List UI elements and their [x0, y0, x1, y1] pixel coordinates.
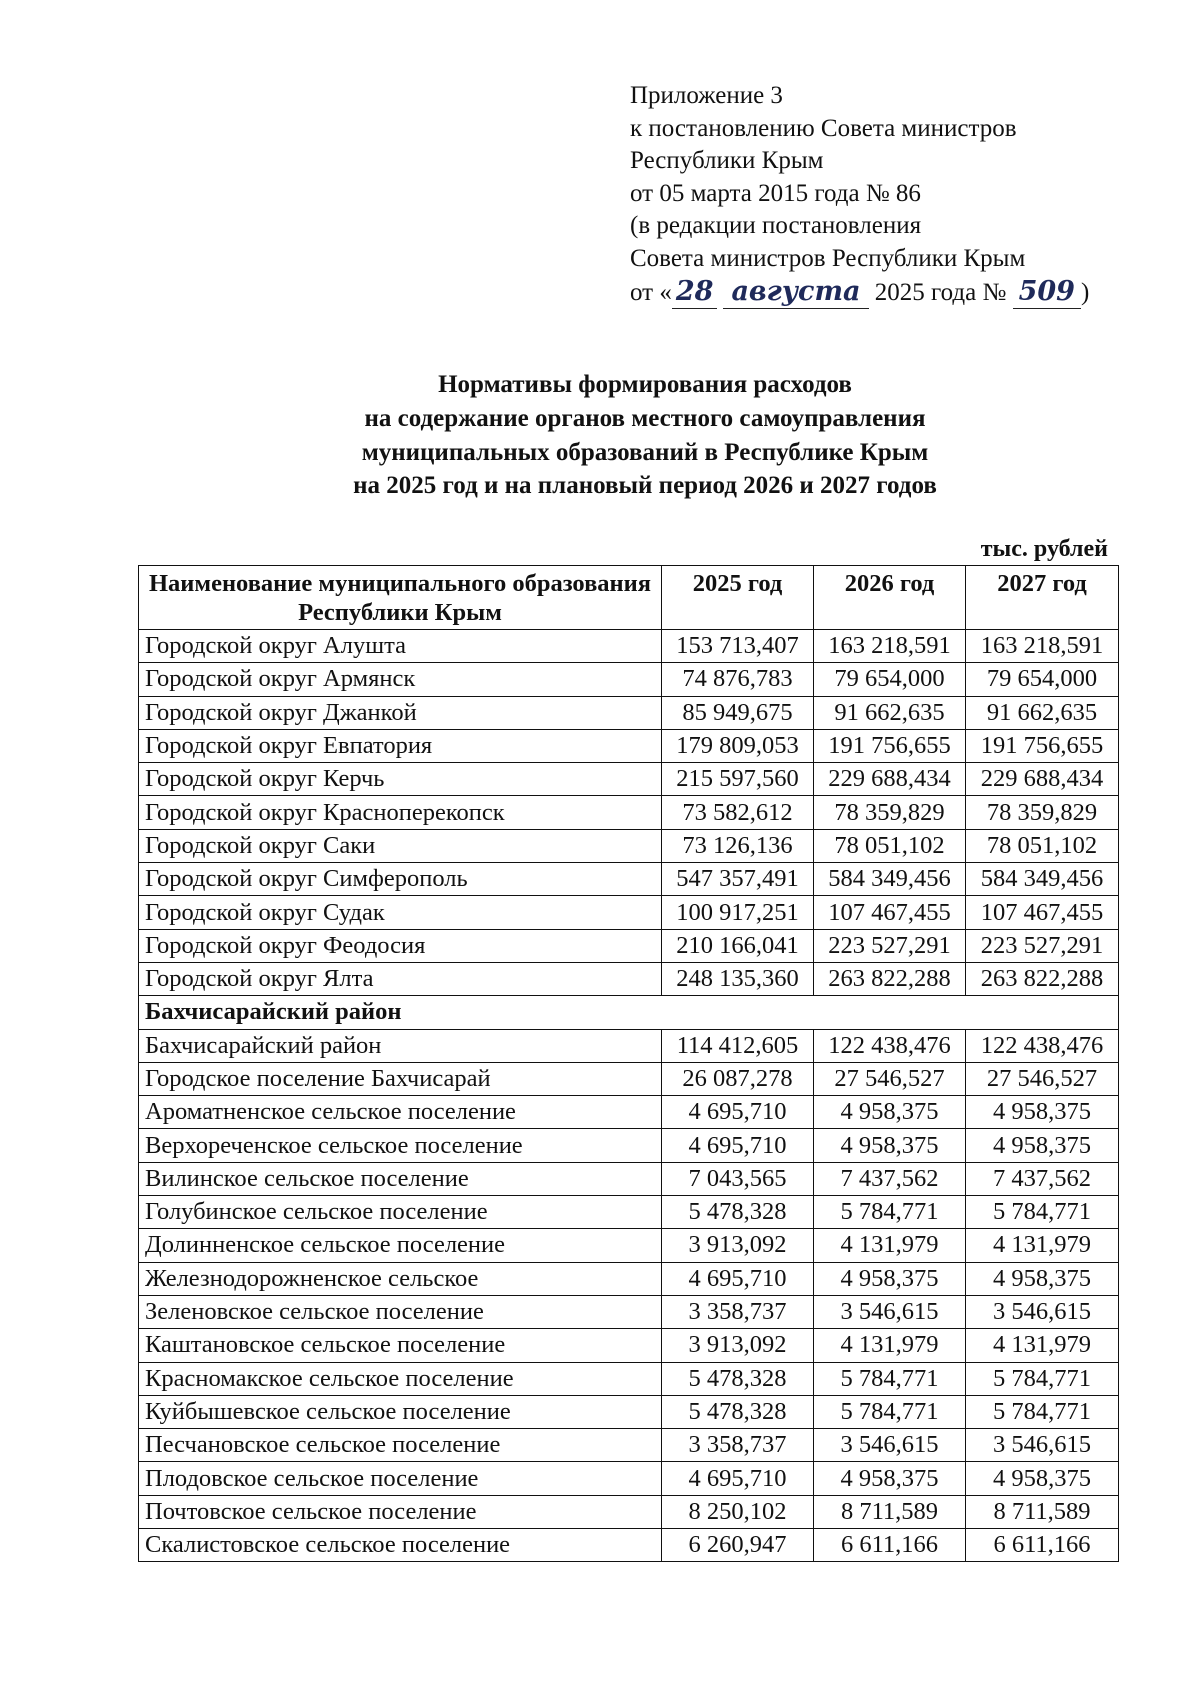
- table-row: [139, 696, 1119, 729]
- table-row: [139, 1362, 1119, 1395]
- value-2025: 179 809,053: [662, 729, 814, 762]
- value-2025: 3 358,737: [662, 1429, 814, 1462]
- value-2027: 79 654,000: [966, 663, 1119, 696]
- header-2026: 2026 год: [814, 566, 966, 630]
- value-2025: 7 043,565: [662, 1162, 814, 1195]
- annex-line-date: [630, 276, 1130, 310]
- value-2027: 584 349,456: [966, 863, 1119, 896]
- handwritten-number: 509: [1013, 276, 1081, 310]
- table-row: [139, 1329, 1119, 1362]
- value-2027: 4 958,375: [966, 1262, 1119, 1295]
- table-row: [139, 763, 1119, 796]
- table-row: [139, 1062, 1119, 1095]
- municipality-name: Верхореченское сельское поселение: [139, 1129, 662, 1162]
- table-row: [139, 863, 1119, 896]
- table-row: [139, 1229, 1119, 1262]
- table-row: [139, 796, 1119, 829]
- value-2026: 163 218,591: [814, 630, 966, 663]
- table-body: [139, 630, 1119, 1562]
- value-2026: 5 784,771: [814, 1196, 966, 1229]
- municipality-name: Куйбышевское сельское поселение: [139, 1395, 662, 1428]
- value-2025: 4 695,710: [662, 1462, 814, 1495]
- value-2026: 5 784,771: [814, 1362, 966, 1395]
- value-2026: 8 711,589: [814, 1495, 966, 1528]
- handwritten-month: августа: [723, 276, 868, 310]
- value-2027: 5 784,771: [966, 1362, 1119, 1395]
- value-2027: 6 611,166: [966, 1529, 1119, 1562]
- value-2026: 27 546,527: [814, 1062, 966, 1095]
- value-2026: 107 467,455: [814, 896, 966, 929]
- value-2026: 4 958,375: [814, 1462, 966, 1495]
- municipality-name: Голубинское сельское поселение: [139, 1196, 662, 1229]
- value-2026: 3 546,615: [814, 1295, 966, 1328]
- value-2027: 229 688,434: [966, 763, 1119, 796]
- date-prefix: от «: [630, 278, 672, 306]
- value-2025: 100 917,251: [662, 896, 814, 929]
- value-2025: 3 358,737: [662, 1295, 814, 1328]
- value-2027: 3 546,615: [966, 1295, 1119, 1328]
- table-row: [139, 896, 1119, 929]
- value-2026: 78 359,829: [814, 796, 966, 829]
- table-section-row: [139, 996, 1119, 1029]
- municipality-name: Ароматненское сельское поселение: [139, 1096, 662, 1129]
- municipality-name: Городской округ Феодосия: [139, 929, 662, 962]
- value-2027: 191 756,655: [966, 729, 1119, 762]
- table-row: [139, 1495, 1119, 1528]
- value-2027: 27 546,527: [966, 1062, 1119, 1095]
- value-2027: 78 051,102: [966, 829, 1119, 862]
- municipality-name: Городской округ Судак: [139, 896, 662, 929]
- value-2025: 73 126,136: [662, 829, 814, 862]
- value-2027: 107 467,455: [966, 896, 1119, 929]
- date-year: 2025 года №: [868, 278, 1013, 306]
- document-title: [0, 368, 1200, 503]
- value-2026: 79 654,000: [814, 663, 966, 696]
- header-2025: 2025 год: [662, 566, 814, 630]
- value-2026: 4 131,979: [814, 1229, 966, 1262]
- value-2025: 85 949,675: [662, 696, 814, 729]
- value-2026: 4 958,375: [814, 1096, 966, 1129]
- table-row: [139, 829, 1119, 862]
- municipality-name: Городской округ Евпатория: [139, 729, 662, 762]
- value-2027: 4 958,375: [966, 1129, 1119, 1162]
- municipality-name: Вилинское сельское поселение: [139, 1162, 662, 1195]
- date-suffix: ): [1080, 278, 1090, 306]
- value-2027: 7 437,562: [966, 1162, 1119, 1195]
- value-2025: 5 478,328: [662, 1362, 814, 1395]
- annex-line: (в редакции постановления: [630, 212, 922, 240]
- table-row: [139, 1196, 1119, 1229]
- table-row: [139, 1162, 1119, 1195]
- value-2027: 4 131,979: [966, 1329, 1119, 1362]
- value-2025: 4 695,710: [662, 1096, 814, 1129]
- value-2027: 4 958,375: [966, 1096, 1119, 1129]
- title-line: на содержание органов местного самоуправления: [364, 404, 926, 432]
- table-row: [139, 729, 1119, 762]
- annex-line: Приложение 3: [630, 82, 783, 109]
- value-2026: 4 958,375: [814, 1129, 966, 1162]
- value-2026: 4 131,979: [814, 1329, 966, 1362]
- title-line: Нормативы формирования расходов: [438, 371, 852, 398]
- value-2025: 248 135,360: [662, 962, 814, 995]
- value-2025: 5 478,328: [662, 1196, 814, 1229]
- section-title: Бахчисарайский район: [139, 996, 1119, 1029]
- table-row: [139, 1462, 1119, 1495]
- value-2025: 5 478,328: [662, 1395, 814, 1428]
- value-2025: 114 412,605: [662, 1029, 814, 1062]
- table-row: [139, 962, 1119, 995]
- value-2025: 6 260,947: [662, 1529, 814, 1562]
- table-header-row: [139, 566, 1119, 630]
- municipality-name: Долинненское сельское поселение: [139, 1229, 662, 1262]
- value-2026: 6 611,166: [814, 1529, 966, 1562]
- value-2027: 263 822,288: [966, 962, 1119, 995]
- value-2026: 4 958,375: [814, 1262, 966, 1295]
- value-2025: 73 582,612: [662, 796, 814, 829]
- value-2025: 4 695,710: [662, 1262, 814, 1295]
- table-row: [139, 1529, 1119, 1562]
- value-2026: 191 756,655: [814, 729, 966, 762]
- value-2026: 223 527,291: [814, 929, 966, 962]
- value-2026: 122 438,476: [814, 1029, 966, 1062]
- value-2027: 223 527,291: [966, 929, 1119, 962]
- annex-line: Совета министров Республики Крым: [630, 244, 1026, 272]
- municipality-name: Городской округ Армянск: [139, 663, 662, 696]
- value-2025: 153 713,407: [662, 630, 814, 663]
- value-2026: 3 546,615: [814, 1429, 966, 1462]
- units-label: тыс. рублей: [980, 536, 1108, 562]
- municipality-name: Городской округ Алушта: [139, 630, 662, 663]
- value-2025: 3 913,092: [662, 1229, 814, 1262]
- value-2027: 5 784,771: [966, 1395, 1119, 1428]
- title-line: на 2025 год и на плановый период 2026 и 2027 годов: [353, 472, 937, 500]
- table-row: [139, 1129, 1119, 1162]
- value-2025: 74 876,783: [662, 663, 814, 696]
- municipality-name: Песчановское сельское поселение: [139, 1429, 662, 1462]
- municipality-name: Городской округ Ялта: [139, 962, 662, 995]
- value-2027: 4 131,979: [966, 1229, 1119, 1262]
- value-2026: 7 437,562: [814, 1162, 966, 1195]
- value-2026: 91 662,635: [814, 696, 966, 729]
- value-2025: 3 913,092: [662, 1329, 814, 1362]
- municipality-name: Каштановское сельское поселение: [139, 1329, 662, 1362]
- table-row: [139, 1029, 1119, 1062]
- value-2027: 78 359,829: [966, 796, 1119, 829]
- annex-line: к постановлению Совета министров: [630, 114, 1017, 142]
- value-2026: 5 784,771: [814, 1395, 966, 1428]
- value-2027: 8 711,589: [966, 1495, 1119, 1528]
- municipality-name: Городской округ Саки: [139, 829, 662, 862]
- municipality-name: Почтовское сельское поселение: [139, 1495, 662, 1528]
- value-2026: 584 349,456: [814, 863, 966, 896]
- table-row: [139, 1295, 1119, 1328]
- value-2027: 122 438,476: [966, 1029, 1119, 1062]
- value-2027: 163 218,591: [966, 630, 1119, 663]
- municipality-name: Скалистовское сельское поселение: [139, 1529, 662, 1562]
- handwritten-day: 28: [672, 276, 718, 310]
- municipality-name: Зеленовское сельское поселение: [139, 1295, 662, 1328]
- header-2027: 2027 год: [966, 566, 1119, 630]
- table-row: [139, 1096, 1119, 1129]
- table-row: [139, 630, 1119, 663]
- table-row: [139, 929, 1119, 962]
- value-2025: 26 087,278: [662, 1062, 814, 1095]
- table-row: [139, 1395, 1119, 1428]
- value-2026: 78 051,102: [814, 829, 966, 862]
- title-line: муниципальных образований в Республике Крым: [361, 438, 929, 466]
- annex-line: Республики Крым: [630, 147, 824, 175]
- header-municipality: Наименование муниципального образования Республики Крым: [139, 566, 662, 630]
- municipality-name: Красномакское сельское поселение: [139, 1362, 662, 1395]
- value-2025: 8 250,102: [662, 1495, 814, 1528]
- value-2025: 4 695,710: [662, 1129, 814, 1162]
- annex-line: от 05 марта 2015 года № 86: [630, 179, 921, 207]
- municipality-name: Городской округ Керчь: [139, 763, 662, 796]
- norms-table: [138, 565, 1119, 1562]
- annex-header: [630, 80, 1130, 309]
- value-2026: 263 822,288: [814, 962, 966, 995]
- value-2026: 229 688,434: [814, 763, 966, 796]
- value-2025: 215 597,560: [662, 763, 814, 796]
- municipality-name: Бахчисарайский район: [139, 1029, 662, 1062]
- municipality-name: Железнодорожненское сельское: [139, 1262, 662, 1295]
- value-2025: 210 166,041: [662, 929, 814, 962]
- municipality-name: Городской округ Симферополь: [139, 863, 662, 896]
- table-row: [139, 1429, 1119, 1462]
- value-2027: 4 958,375: [966, 1462, 1119, 1495]
- table-row: [139, 663, 1119, 696]
- value-2027: 5 784,771: [966, 1196, 1119, 1229]
- table-row: [139, 1262, 1119, 1295]
- value-2027: 91 662,635: [966, 696, 1119, 729]
- value-2025: 547 357,491: [662, 863, 814, 896]
- municipality-name: Плодовское сельское поселение: [139, 1462, 662, 1495]
- municipality-name: Городской округ Джанкой: [139, 696, 662, 729]
- municipality-name: Городской округ Красноперекопск: [139, 796, 662, 829]
- municipality-name: Городское поселение Бахчисарай: [139, 1062, 662, 1095]
- value-2027: 3 546,615: [966, 1429, 1119, 1462]
